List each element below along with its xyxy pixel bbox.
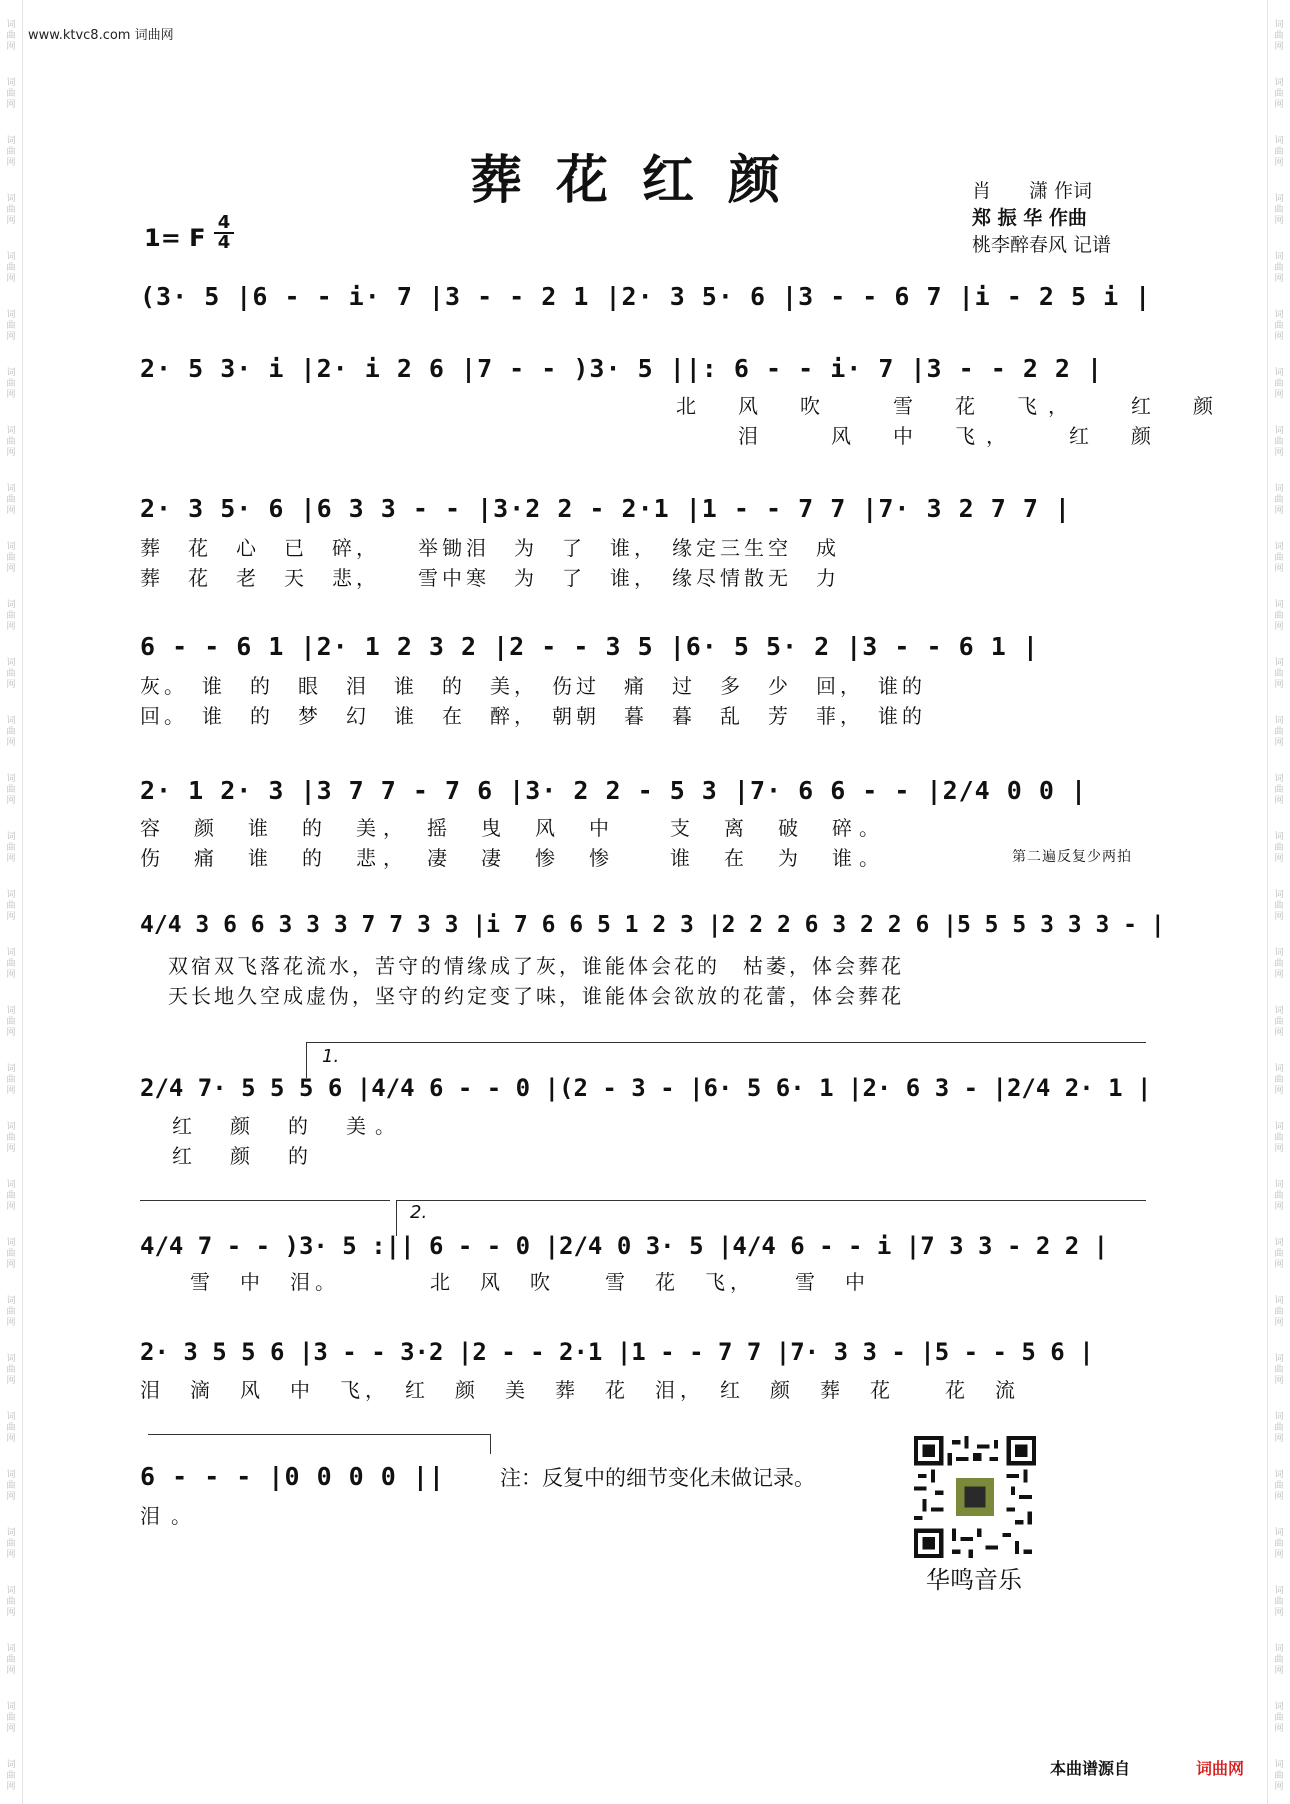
side-watermark: 词 曲 网 [1274, 890, 1284, 922]
score-line-3: 2· 3 5· 6 |6 3 3 - - |3·2 2 - 2·1 |1 - - 7 7 |7· 3 2 7 7 | [140, 494, 1071, 523]
source-label: 本曲谱源自 [1050, 1759, 1131, 1778]
time-denominator: 4 [217, 232, 231, 253]
tie-bracket-final-tick [490, 1434, 491, 1454]
side-watermark: 词 曲 网 [1274, 1180, 1284, 1212]
side-watermark: 词 曲 网 [1274, 1238, 1284, 1270]
side-watermark: 词 曲 网 [1274, 1006, 1284, 1038]
side-watermark: 词 曲 网 [1274, 310, 1284, 342]
side-watermark: 词 曲 网 [1274, 542, 1284, 574]
lyric-line-9a: 泪 滴 风 中 飞， 红 颜 美 葬 花 泪， 红 颜 葬 花 花 流 [140, 1378, 1020, 1402]
lyric-line-6a: 双宿双飞落花流水，苦守的情缘成了灰，谁能体会花的 枯萎，体会葬花 [168, 954, 904, 978]
side-watermark: 词 曲 网 [6, 1470, 16, 1502]
right-margin-strip [1267, 0, 1290, 1804]
side-watermark: 词 曲 网 [1274, 368, 1284, 400]
side-watermark: 词 曲 网 [6, 1122, 16, 1154]
score-line-1: (3· 5 |6 - - i· 7 |3 - - 2 1 |2· 3 5· 6 |3 - - 6 7 |i - 2 5 i | [140, 282, 1152, 311]
lyric-line-6b: 天长地久空成虚伪，坚守的约定变了味，谁能体会欲放的花蕾，体会葬花 [168, 984, 904, 1008]
lyric-line-4a: 灰。 谁 的 眼 泪 谁 的 美， 伤过 痛 过 多 少 回， 谁的 [140, 674, 926, 698]
brand-label: 华鸣音乐 [926, 1566, 1022, 1594]
score-line-7: 2/4 7· 5 5 5 6 |4/4 6 - - 0 |(2 - 3 - |6· 5 6· 1 |2· 6 3 - |2/4 2· 1 | [140, 1074, 1152, 1102]
score-line-4: 6 - - 6 1 |2· 1 2 3 2 |2 - - 3 5 |6· 5 5· 2 |3 - - 6 1 | [140, 632, 1039, 661]
repeat-note: 第二遍反复少两拍 [1012, 849, 1132, 865]
side-watermark: 词 曲 网 [1274, 658, 1284, 690]
side-watermark: 词 曲 网 [6, 1238, 16, 1270]
side-watermark: 词 曲 网 [6, 542, 16, 574]
lyric-line-8a: 雪 中 泪。 北 风 吹 雪 花 飞， 雪 中 [140, 1270, 870, 1294]
first-ending-bracket [306, 1042, 1146, 1043]
first-ending-number: 1. [322, 1046, 340, 1067]
side-watermark: 词 曲 网 [6, 20, 16, 52]
score-line-9: 2· 3 5 5 6 |3 - - 3·2 |2 - - 2·1 |1 - - 7 7 |7· 3 3 - |5 - - 5 6 | [140, 1338, 1094, 1366]
lyric-line-7a: 红 颜 的 美。 [172, 1114, 404, 1138]
side-watermark: 词 曲 网 [1274, 716, 1284, 748]
first-ending-tick [306, 1042, 307, 1078]
source-site-link[interactable]: 词曲网 [1196, 1759, 1245, 1778]
side-watermark: 词 曲 网 [6, 658, 16, 690]
lyric-line-5b: 伤 痛 谁 的 悲， 凄 凄 惨 惨 谁 在 为 谁。 [140, 846, 886, 870]
side-watermark: 词 曲 网 [6, 832, 16, 864]
composer: 郑 振 华 作曲 [972, 207, 1087, 229]
side-watermark: 词 曲 网 [6, 194, 16, 226]
side-watermark: 词 曲 网 [6, 1412, 16, 1444]
side-watermark: 词 曲 网 [1274, 600, 1284, 632]
lyric-line-10a: 泪。 [140, 1504, 202, 1528]
side-watermark: 词 曲 网 [1274, 136, 1284, 168]
credits [972, 178, 1111, 259]
lyric-line-3a: 葬 花 心 已 碎， 举锄泪 为 了 谁， 缘定三生空 成 [140, 536, 840, 560]
side-watermark: 词 曲 网 [1274, 484, 1284, 516]
transcriber: 桃李醉春风 记谱 [972, 234, 1112, 256]
side-watermark: 词 曲 网 [6, 1354, 16, 1386]
side-watermark: 词 曲 网 [1274, 1760, 1284, 1792]
lyric-line-2a: 北 风 吹 雪 花 飞， 红 颜 [676, 394, 1224, 418]
lyric-line-7b: 红 颜 的 [172, 1144, 317, 1168]
tie-bracket-final [148, 1434, 490, 1435]
second-ending-number: 2. [410, 1202, 428, 1223]
side-watermark: 词 曲 网 [6, 600, 16, 632]
lyric-line-5a: 容 颜 谁 的 美， 摇 曳 风 中 支 离 破 碎。 [140, 816, 886, 840]
time-numerator: 4 [214, 214, 234, 234]
side-watermark: 词 曲 网 [6, 1760, 16, 1792]
time-signature [214, 214, 234, 252]
side-watermark: 词 曲 网 [6, 1296, 16, 1328]
score-line-8: 4/4 7 - - )3· 5 :|| 6 - - 0 |2/4 0 3· 5 |4/4 6 - - i |7 3 3 - 2 2 | [140, 1232, 1109, 1260]
side-watermark: 词 曲 网 [6, 948, 16, 980]
side-watermark: 词 曲 网 [6, 1064, 16, 1096]
side-watermark: 词 曲 网 [6, 1702, 16, 1734]
side-watermark: 词 曲 网 [1274, 20, 1284, 52]
song-title: 葬花红颜 [470, 150, 815, 211]
lyric-line-4b: 回。 谁 的 梦 幻 谁 在 醉， 朝朝 暮 暮 乱 芳 菲， 谁的 [140, 704, 926, 728]
side-watermark: 词 曲 网 [6, 136, 16, 168]
side-watermark: 词 曲 网 [1274, 252, 1284, 284]
side-watermark: 词 曲 网 [1274, 1470, 1284, 1502]
side-watermark: 词 曲 网 [1274, 774, 1284, 806]
lyricist: 肖 潇 作词 [972, 180, 1093, 202]
side-watermark: 词 曲 网 [6, 252, 16, 284]
side-watermark: 词 曲 网 [1274, 1354, 1284, 1386]
left-margin-strip [0, 0, 23, 1804]
second-ending-bracket [396, 1200, 1146, 1201]
site-url: www.ktvc8.com 词曲网 [28, 28, 174, 43]
side-watermark: 词 曲 网 [6, 426, 16, 458]
key-signature: 1= F [144, 224, 206, 252]
first-ending-bracket-cont [140, 1200, 390, 1201]
side-watermark: 词 曲 网 [6, 890, 16, 922]
side-watermark: 词 曲 网 [6, 1528, 16, 1560]
lyric-line-2b: 泪 风 中 飞， 红 颜 [676, 424, 1162, 448]
side-watermark: 词 曲 网 [6, 1586, 16, 1618]
score-line-6: 4/4 3 6 6 3 3 3 7 7 3 3 |i 7 6 6 5 1 2 3 |2 2 2 6 3 2 2 6 |5 5 5 3 3 3 - | [140, 912, 1165, 938]
footer-note: 注：反复中的细节变化未做记录。 [500, 1466, 815, 1490]
side-watermark: 词 曲 网 [6, 1644, 16, 1676]
score-line-10: 6 - - - |0 0 0 0 || [140, 1462, 445, 1491]
side-watermark: 词 曲 网 [1274, 78, 1284, 110]
side-watermark: 词 曲 网 [1274, 832, 1284, 864]
side-watermark: 词 曲 网 [1274, 194, 1284, 226]
side-watermark: 词 曲 网 [1274, 1122, 1284, 1154]
side-watermark: 词 曲 网 [1274, 1412, 1284, 1444]
score-line-2: 2· 5 3· i |2· i 2 6 |7 - - )3· 5 ||: 6 - - i· 7 |3 - - 2 2 | [140, 354, 1104, 383]
side-watermark: 词 曲 网 [6, 1006, 16, 1038]
side-watermark: 词 曲 网 [6, 78, 16, 110]
second-ending-tick [396, 1200, 397, 1236]
side-watermark: 词 曲 网 [1274, 1586, 1284, 1618]
side-watermark: 词 曲 网 [1274, 948, 1284, 980]
side-watermark: 词 曲 网 [1274, 1064, 1284, 1096]
side-watermark: 词 曲 网 [6, 774, 16, 806]
lyric-line-3b: 葬 花 老 天 悲， 雪中寒 为 了 谁， 缘尽情散无 力 [140, 566, 840, 590]
side-watermark: 词 曲 网 [6, 1180, 16, 1212]
score-line-5: 2· 1 2· 3 |3 7 7 - 7 6 |3· 2 2 - 5 3 |7· 6 6 - - |2/4 0 0 | [140, 776, 1088, 805]
side-watermark: 词 曲 网 [6, 310, 16, 342]
side-watermark: 词 曲 网 [1274, 1296, 1284, 1328]
side-watermark: 词 曲 网 [6, 368, 16, 400]
side-watermark: 词 曲 网 [1274, 426, 1284, 458]
side-watermark: 词 曲 网 [6, 484, 16, 516]
qr-code-image [914, 1436, 1036, 1558]
side-watermark: 词 曲 网 [1274, 1702, 1284, 1734]
side-watermark: 词 曲 网 [1274, 1528, 1284, 1560]
side-watermark: 词 曲 网 [6, 716, 16, 748]
side-watermark: 词 曲 网 [1274, 1644, 1284, 1676]
